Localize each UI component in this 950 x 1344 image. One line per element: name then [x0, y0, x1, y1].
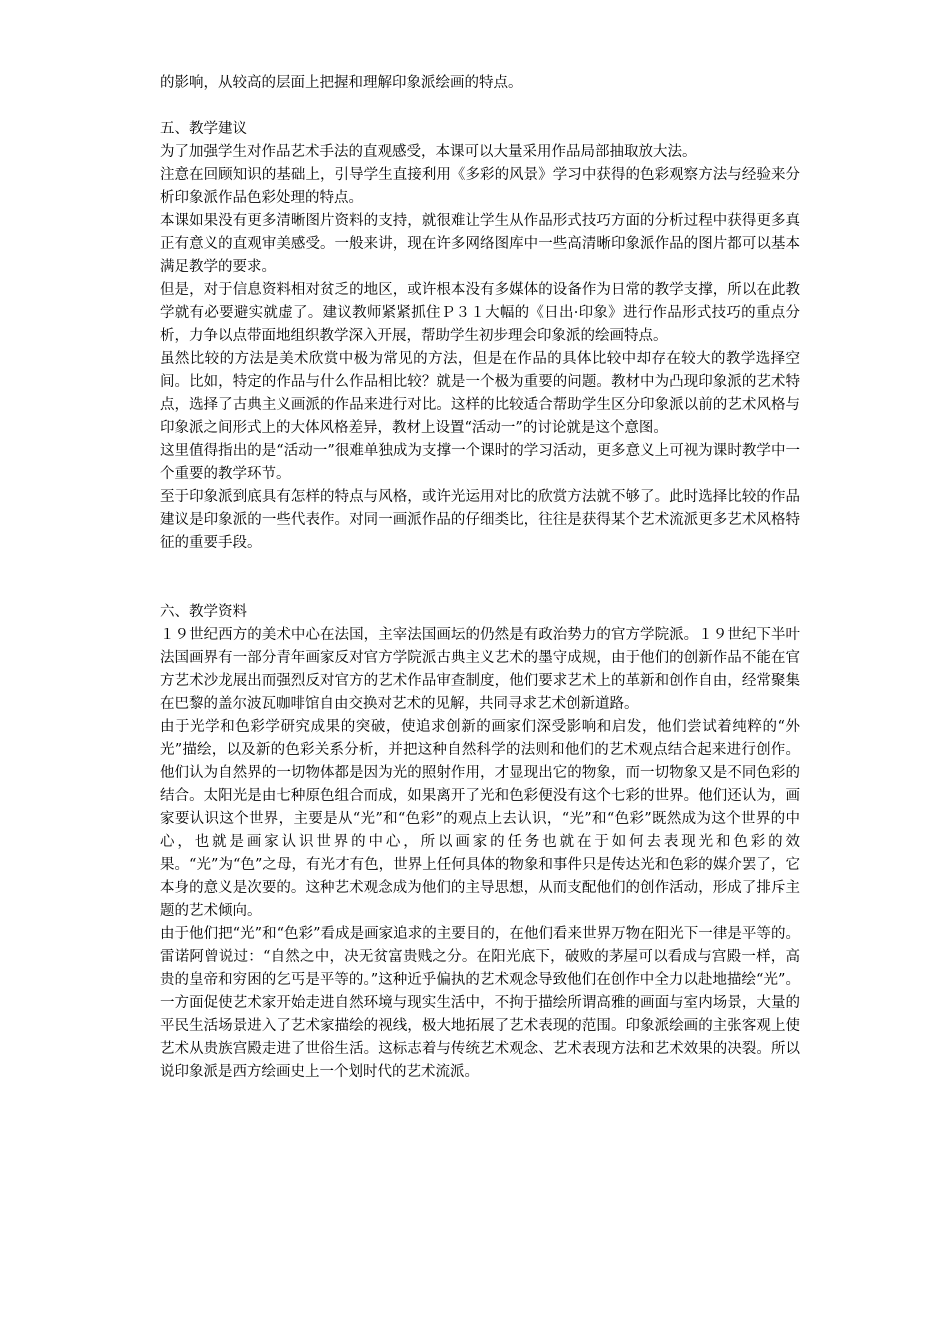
- spacer: [160, 555, 800, 578]
- intro-continued-text: 的影响，从较高的层面上把握和理解印象派绘画的特点。: [160, 75, 523, 91]
- section-5-paragraph-6: 这里值得指出的是“活动一”很难单独成为支撑一个课时的学习活动，更多意义上可视为课时教学中一个重要的教学环节。: [160, 443, 800, 482]
- section-5-paragraph-1: 为了加强学生对作品艺术手法的直观感受，本课可以大量采用作品局部抽取放大法。: [160, 144, 697, 160]
- spacer: [160, 578, 800, 601]
- section-5-paragraph-2: 注意在回顾知识的基础上，引导学生直接利用《多彩的风景》学习中获得的色彩观察方法与经验来分析印象派作品色彩处理的特点。: [160, 167, 800, 206]
- section-5-heading: 五、教学建议: [160, 121, 247, 137]
- section-6-paragraph-3: 由于他们把“光”和“色彩”看成是画家追求的主要目的，在他们看来世界万物在阳光下一律是平等的。雷诺阿曾说过：“自然之中，决无贫富贵贱之分。在阳光底下，破败的茅屋可以看成与宫殿一样，高贵的皇帝和穷困的乞丐是平等的。”这种近乎偏执的艺术观念导致他们在创作中全力以赴地描绘“光”。一方面促使艺术家开始走进自然环境与现实生活中，不拘于描绘所谓高雅的画面与室内场景，大量的平民生活场景进入了艺术家描绘的视线，极大地拓展了艺术表现的范围。印象派绘画的主张客观上使艺术从贵族宫殿走进了世俗生活。这标志着与传统艺术观念、艺术表现方法和艺术效果的决裂。所以说印象派是西方绘画史上一个划时代的艺术流派。: [160, 926, 800, 1080]
- section-6-heading: 六、教学资料: [160, 604, 247, 620]
- section-6-paragraph-1: １９世纪西方的美术中心在法国，主宰法国画坛的仍然是有政治势力的官方学院派。１９世纪下半叶法国画界有一部分青年画家反对官方学院派古典主义艺术的墨守成规，由于他们的创新作品不能在官方艺术沙龙展出而强烈反对官方的艺术作品审查制度，他们要求艺术上的革新和创作自由，经常聚集在巴黎的盖尔波瓦咖啡馆自由交换对艺术的见解，共同寻求艺术创新道路。: [160, 627, 800, 712]
- section-5-paragraph-5: 虽然比较的方法是美术欣赏中极为常见的方法，但是在作品的具体比较中却存在较大的教学选择空间。比如，特定的作品与什么作品相比较？就是一个极为重要的问题。教材中为凸现印象派的艺术特点，选择了古典主义画派的作品来进行对比。这样的比较适合帮助学生区分印象派以前的艺术风格与印象派之间形式上的大体风格差异，教材上设置“活动一”的讨论就是这个意图。: [160, 351, 800, 436]
- section-5-paragraph-3: 本课如果没有更多清晰图片资料的支持，就很难让学生从作品形式技巧方面的分析过程中获得更多真正有意义的直观审美感受。一般来讲，现在许多网络图库中一些高清晰印象派作品的图片都可以基本满足教学的要求。: [160, 213, 800, 275]
- document-page: [160, 72, 800, 1084]
- section-5-paragraph-7: 至于印象派到底具有怎样的特点与风格，或许光运用对比的欣赏方法就不够了。此时选择比较的作品建议是印象派的一些代表作。对同一画派作品的仔细类比，往往是获得某个艺术流派更多艺术风格特征的重要手段。: [160, 489, 800, 551]
- section-6-paragraph-2: 由于光学和色彩学研究成果的突破，使追求创新的画家们深受影响和启发，他们尝试着纯粹的“外光”描绘，以及新的色彩关系分析，并把这种自然科学的法则和他们的艺术观点结合起来进行创作。他们认为自然界的一切物体都是因为光的照射作用，才显现出它的物象，而一切物象又是不同色彩的结合。太阳光是由七种原色组合而成，如果离开了光和色彩便没有这个七彩的世界。他们还认为，画家要认识这个世界，主要是从“光”和“色彩”的观点上去认识，“光”和“色彩”既然成为这个世界的中心，也就是画家认识世界的中心，所以画家的任务也就在于如何去表现光和色彩的效果。“光”为“色”之母，有光才有色，世界上任何具体的物象和事件只是传达光和色彩的媒介罢了，它本身的意义是次要的。这种艺术观念成为他们的主导思想，从而支配他们的创作活动，形成了排斥主题的艺术倾向。: [160, 719, 800, 919]
- section-5-paragraph-4: 但是，对于信息资料相对贫乏的地区，或许根本没有多媒体的设备作为日常的教学支撑，所以在此教学就有必要避实就虚了。建议教师紧紧抓住Ｐ３１大幅的《日出·印象》进行作品形式技巧的重点分析，力争以点带面地组织教学深入开展，帮助学生初步理会印象派的绘画特点。: [160, 282, 800, 344]
- spacer: [160, 95, 800, 118]
